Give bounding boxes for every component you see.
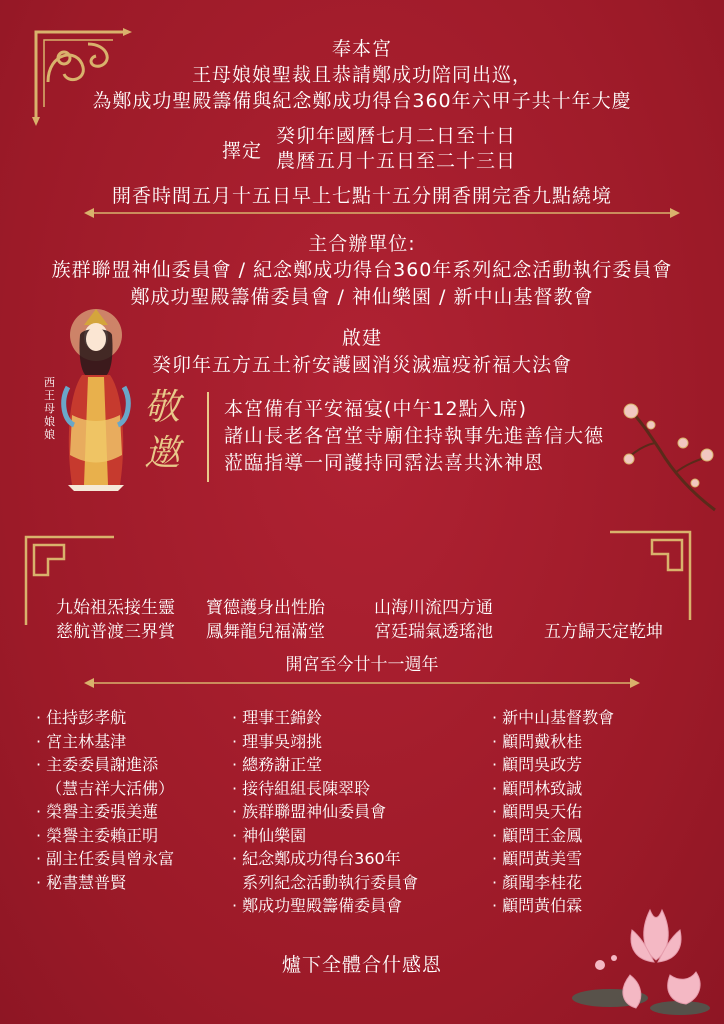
staff-list-item [492, 824, 614, 848]
staff-list-item [492, 847, 614, 871]
organizers-line-2: 鄭成功聖殿籌備委員會 / 神仙樂園 / 新中山基督教會 [130, 286, 594, 308]
blessing-verse: 九始祖炁接生靈 [56, 598, 175, 618]
staff-name: 顧問林致誠 [502, 778, 583, 798]
blessing-verse: 宮廷瑞氣透瑤池 [374, 622, 493, 642]
schedule-label: 擇定 [222, 140, 263, 162]
bullet-dot: · [36, 849, 47, 868]
staff-name: 顧問吳政芳 [502, 755, 583, 774]
staff-name: 系列紀念活動執行委員會 [242, 872, 419, 892]
temple-title: 奉本宮 [331, 38, 392, 60]
staff-list-item [232, 706, 418, 730]
bullet-dot: · [492, 825, 503, 845]
staff-list-item [36, 847, 174, 871]
staff-list-item [36, 706, 174, 730]
bullet-dot: · [232, 731, 243, 751]
bullet-dot: · [492, 872, 503, 892]
staff-name: 顧問王金鳳 [502, 825, 583, 845]
staff-list-item [232, 847, 418, 871]
plum-blossom-branch [615, 395, 720, 515]
blessing-verse: 鳳舞龍兒福滿堂 [206, 622, 325, 642]
ceremony-title: 啟建 [341, 327, 382, 349]
seal-divider [207, 392, 209, 482]
bullet-dot: · [492, 755, 503, 774]
staff-list-item [232, 753, 418, 777]
bullet-dot: · [492, 896, 503, 915]
bullet-dot: · [36, 802, 47, 821]
invitation-seal: 敬邀 [144, 387, 181, 474]
staff-name: 榮譽主委賴正明 [46, 825, 159, 845]
staff-name: 住持彭孝航 [46, 708, 127, 727]
staff-name: 理事吳翊挑 [242, 731, 323, 751]
divider-top [84, 206, 680, 220]
ceremony-name: 癸卯年五方五土祈安護國消災滅瘟疫祈福大法會 [151, 354, 572, 376]
staff-name: 顧問黃伯霖 [502, 896, 583, 915]
staff-list-item [492, 777, 614, 801]
staff-list-item [36, 871, 174, 895]
staff-name: 神仙樂園 [242, 825, 307, 845]
staff-list-item [232, 730, 418, 754]
staff-name: 宮主林基津 [46, 731, 127, 751]
invitation-line-1: 本宮備有平安福宴(中午12點入席) [224, 398, 528, 420]
bullet-dot: · [232, 896, 243, 915]
footer-thanks: 爐下全體合什感恩 [281, 954, 442, 976]
staff-list-item [36, 800, 174, 824]
staff-list-item [232, 777, 418, 801]
staff-name: 顧問戴秋桂 [502, 731, 583, 751]
staff-column-1 [36, 706, 174, 894]
staff-list-item [36, 824, 174, 848]
bullet-dot [232, 873, 242, 892]
bullet-dot: · [36, 825, 47, 845]
header-line-2: 王母娘娘聖裁且恭請鄭成功陪同出巡， [191, 64, 532, 86]
schedule-date-lunar: 農曆五月十五日至二十三日 [276, 150, 517, 172]
staff-list-item [232, 824, 418, 848]
blessing-verse: 慈航普渡三界賞 [56, 622, 175, 642]
bullet-dot: · [492, 708, 503, 727]
header-line-3: 為鄭成功聖殿籌備與紀念鄭成功得台360年六甲子共十年大慶 [92, 90, 632, 112]
bullet-dot: · [492, 802, 503, 821]
staff-list-item [36, 777, 174, 801]
staff-list-item [492, 730, 614, 754]
staff-list-item [492, 753, 614, 777]
staff-name: （慧吉祥大活佛） [46, 778, 175, 798]
staff-name: 顧問黃美雪 [502, 849, 583, 868]
bullet-dot: · [232, 825, 243, 845]
anniversary-text: 開宮至今廿十一週年 [285, 655, 439, 675]
bullet-dot: · [492, 849, 503, 868]
organizers-line-1: 族群聯盟神仙委員會 / 紀念鄭成功得台360年系列紀念活動執行委員會 [51, 259, 673, 281]
bullet-dot: · [492, 731, 503, 751]
blessing-verse: 山海川流四方通 [374, 598, 493, 618]
staff-name: 鄭成功聖殿籌備委員會 [242, 896, 403, 915]
staff-name: 接待組組長陳翠聆 [242, 778, 371, 798]
bullet-dot: · [36, 755, 47, 774]
staff-name: 理事王錦鈴 [242, 708, 323, 727]
staff-list-item [36, 753, 174, 777]
invitation-line-2: 諸山長老各宮堂寺廟住持執事先進善信大德 [224, 425, 605, 447]
bullet-dot: · [36, 872, 47, 892]
staff-list-item [492, 706, 614, 730]
organizers-title: 主合辦單位: [308, 233, 416, 255]
staff-name: 榮譽主委張美蓮 [46, 802, 159, 821]
deity-caption: 西王母娘娘 [44, 376, 55, 441]
bullet-dot: · [36, 731, 47, 751]
staff-name: 紀念鄭成功得台360年 [242, 849, 401, 868]
staff-name: 總務謝正堂 [242, 755, 323, 774]
bullet-dot: · [492, 778, 503, 798]
divider-bottom [84, 676, 640, 690]
bullet-dot: · [232, 778, 243, 798]
staff-list-item [232, 894, 418, 918]
staff-name: 主委委員謝進添 [46, 755, 159, 774]
bullet-dot: · [36, 708, 47, 727]
bullet-dot [36, 779, 46, 798]
staff-name: 副主任委員曾永富 [46, 849, 175, 868]
staff-list-item [232, 871, 418, 895]
staff-list-item [232, 800, 418, 824]
invitation-line-3: 蒞臨指導一同護持同霑法喜共沐神恩 [224, 452, 545, 474]
goddess-illustration [58, 305, 138, 495]
bullet-dot: · [232, 755, 243, 774]
schedule-date-solar: 癸卯年國曆七月二日至十日 [276, 125, 517, 147]
staff-name: 顧問吳天佑 [502, 802, 583, 821]
lattice-corner-right [608, 530, 700, 622]
bullet-dot: · [232, 802, 243, 821]
staff-list-item [492, 800, 614, 824]
staff-list-item [36, 730, 174, 754]
bullet-dot: · [232, 849, 243, 868]
incense-time: 開香時間五月十五日早上七點十五分開香開完香九點繞境 [111, 185, 612, 207]
staff-name: 族群聯盟神仙委員會 [242, 802, 387, 821]
staff-name: 顏聞李桂花 [502, 872, 583, 892]
blessing-verse: 寶德護身出性胎 [206, 598, 325, 618]
staff-name: 新中山基督教會 [502, 708, 615, 727]
staff-column-2 [232, 706, 418, 918]
bullet-dot: · [232, 708, 243, 727]
blessing-verse: 五方歸天定乾坤 [544, 622, 663, 642]
staff-name: 秘書慧普賢 [46, 872, 127, 892]
